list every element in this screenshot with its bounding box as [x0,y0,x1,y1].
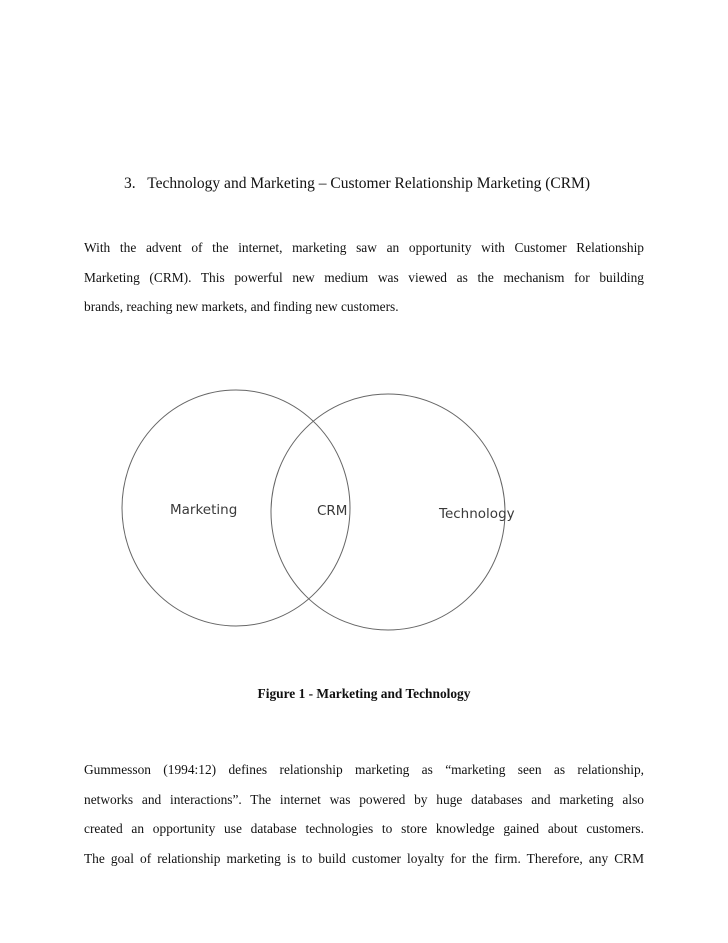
technology-label: Technology [439,506,515,522]
paragraph-line: networks and interactions”. The internet was powered by huge databases and marketing also [84,791,644,807]
crm-label: CRM [317,503,348,519]
paragraph-line: The goal of relationship marketing is to build customer loyalty for the firm. Therefore, any CRM [84,850,644,866]
section-title: Technology and Marketing – Customer Relationship Marketing (CRM) [147,175,590,192]
figure-caption: Figure 1 - Marketing and Technology [257,686,471,701]
paragraph-line: Gummesson (1994:12) defines relationship marketing as “marketing seen as relationship, [84,762,644,777]
paragraph-line: Marketing (CRM). This powerful new medium was viewed as the mechanism for building [84,269,644,285]
venn-diagram [118,384,558,664]
section-heading [124,174,684,194]
paragraph-line: With the advent of the internet, marketing saw an opportunity with Customer Relationship [84,240,644,255]
body-paragraph [84,755,644,873]
intro-paragraph [84,233,644,322]
paragraph-line: brands, reaching new markets, and finding new customers. [84,299,399,314]
section-number: 3. [124,175,136,192]
marketing-label: Marketing [170,502,238,518]
paragraph-line: created an opportunity use database technologies to store knowledge gained about customers. [84,821,644,836]
